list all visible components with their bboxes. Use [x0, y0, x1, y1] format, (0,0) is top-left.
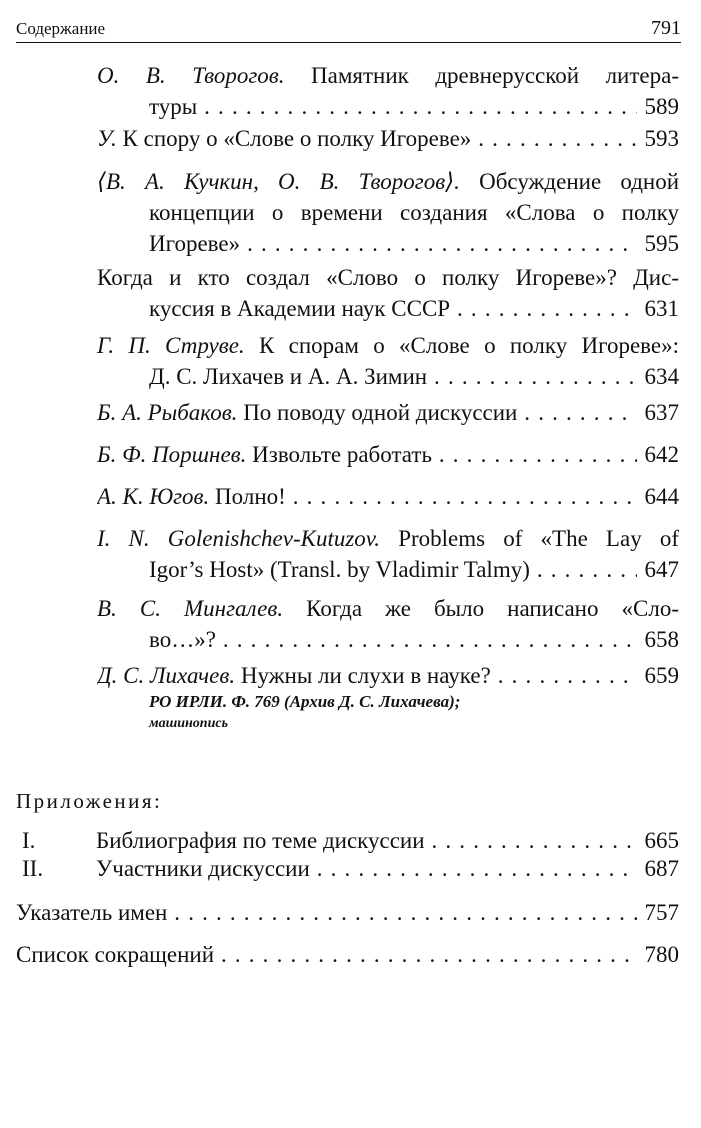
entry-line	[97, 439, 679, 470]
entry-title: Когда же было написано «Сло-	[306, 596, 680, 621]
entry-page: 659	[644, 663, 679, 688]
index-entry[interactable]	[16, 897, 679, 928]
entry-title: Problems of «The Lay of	[398, 526, 679, 551]
entry-author: Г. П. Струве.	[97, 333, 245, 358]
toc-entry[interactable]	[97, 330, 679, 392]
entry-page: 647	[644, 557, 679, 582]
entry-lead	[97, 439, 637, 470]
tail-page: 780	[644, 942, 679, 967]
entry-author: Б. А. Рыбаков.	[97, 400, 238, 425]
header-page-number: 791	[651, 17, 681, 39]
archive-type: машинопись	[149, 716, 228, 731]
archive-source: РО ИРЛИ. Ф. 769 (Архив Д. С. Лихачева);	[149, 692, 461, 711]
entry-author: У.	[97, 126, 117, 151]
appendix-heading: Приложения:	[16, 789, 163, 813]
entry-author: В. С. Мингалев.	[97, 596, 284, 621]
entry-title: Полно!	[215, 484, 286, 509]
toc-entry[interactable]	[97, 397, 679, 428]
entry-title-cont: Igor’s Host» (Transl. by Vladimir Talmy) . . .	[149, 554, 637, 585]
entry-title-cont: куссия в Академии наук СССР . . .	[149, 293, 637, 324]
tail-title: Список сокращений . . .	[16, 939, 637, 970]
toc-entry[interactable]	[97, 262, 679, 324]
entry-line	[97, 481, 679, 512]
toc-entry[interactable]	[97, 481, 679, 512]
entry-line	[97, 361, 679, 392]
entry-page: 644	[644, 484, 679, 509]
entry-author: Д. С. Лихачев.	[97, 663, 236, 688]
entry-page: 589	[644, 94, 679, 119]
entry-line	[97, 60, 679, 91]
entry-author: О. В. Творогов.	[97, 63, 285, 88]
tail-title: Указатель имен . . .	[16, 897, 637, 928]
appendix-title: Участники дискуссии . . .	[96, 855, 637, 883]
toc-entry[interactable]	[97, 593, 679, 655]
tail-page: 757	[644, 900, 679, 925]
entry-author: Б. Ф. Поршнев.	[97, 442, 247, 467]
entry-page: 634	[644, 364, 679, 389]
entry-title: Извольте работать	[252, 442, 432, 467]
entry-title-cont: Игореве» . . .	[149, 228, 637, 259]
entry-line	[97, 262, 679, 293]
entry-title-cont: концепции о времени создания «Слова о полку	[149, 200, 679, 225]
toc-entry[interactable]	[97, 660, 679, 735]
entry-author: I. N. Golenishchev-Kutuzov.	[97, 526, 381, 551]
entry-line	[97, 397, 679, 428]
entry-page: 658	[644, 627, 679, 652]
entry-line	[97, 293, 679, 324]
toc-entry[interactable]	[97, 166, 679, 259]
entry-line	[97, 197, 679, 228]
abbreviations-entry[interactable]	[16, 939, 679, 970]
entry-title: По поводу одной дискуссии	[243, 400, 518, 425]
appendix-list	[22, 827, 679, 883]
entry-author: ⟨В. А. Кучкин, О. В. Творогов⟩.	[97, 169, 460, 194]
toc-entry[interactable]	[97, 123, 679, 154]
entry-title-cont: туры . . .	[149, 91, 637, 122]
entry-line	[97, 624, 679, 655]
toc-entry[interactable]	[97, 60, 679, 122]
entry-title: Когда и кто создал «Слово о полку Игореве»? Дис-	[97, 265, 679, 290]
entry-page: 631	[644, 296, 679, 321]
entry-title-cont: Д. С. Лихачев и А. А. Зимин . . .	[149, 361, 637, 392]
entry-line	[97, 330, 679, 361]
entry-author: А. К. Югов.	[97, 484, 210, 509]
entry-title: К спору о «Слове о полку Игореве»	[122, 126, 472, 151]
appendix-number: II.	[22, 856, 44, 881]
tail-line	[16, 939, 679, 970]
entry-title: Нужны ли слухи в науке?	[240, 663, 491, 688]
toc-entry[interactable]	[97, 523, 679, 585]
entry-line	[97, 228, 679, 259]
tail-line	[16, 897, 679, 928]
entry-title-cont: во…»? . . .	[149, 624, 637, 655]
entry-title: Обсуждение одной	[479, 169, 680, 194]
entry-lead	[97, 397, 637, 428]
appendix-page: 687	[644, 856, 679, 881]
appendix-item[interactable]	[22, 827, 679, 855]
entry-line	[97, 523, 679, 554]
header-title: Содержание	[16, 19, 106, 38]
appendix-page: 665	[644, 828, 679, 853]
appendix-number: I.	[22, 828, 36, 853]
entry-line	[97, 166, 679, 197]
entry-lead	[97, 660, 637, 691]
entry-lead	[97, 123, 637, 154]
entry-line	[97, 554, 679, 585]
entry-line	[97, 91, 679, 122]
entry-page: 593	[644, 126, 679, 151]
archive-note	[97, 691, 679, 735]
entry-page: 595	[644, 231, 679, 256]
entry-line	[97, 660, 679, 691]
entry-page: 642	[644, 442, 679, 467]
toc-entry[interactable]	[97, 439, 679, 470]
entry-title: Памятник древнерусской литера-	[311, 63, 679, 88]
running-header	[16, 12, 681, 43]
entry-line	[97, 123, 679, 154]
entry-title: К спорам о «Слове о полку Игореве»:	[259, 333, 679, 358]
entry-page: 637	[644, 400, 679, 425]
appendix-item[interactable]	[22, 855, 679, 883]
entry-lead	[97, 481, 637, 512]
entry-line	[97, 593, 679, 624]
appendix-title: Библиография по теме дискуссии . . .	[96, 827, 637, 855]
